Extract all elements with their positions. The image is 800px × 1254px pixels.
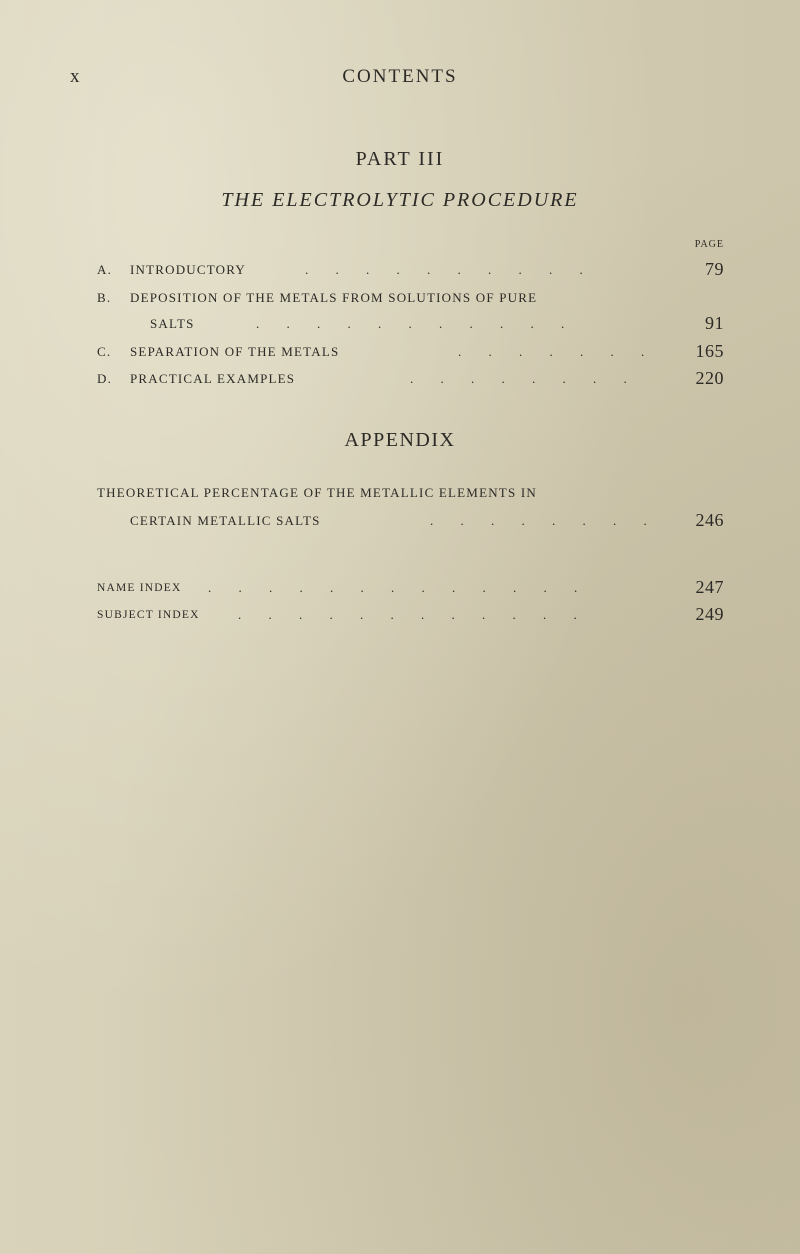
entry-title: SEPARATION OF THE METALS	[130, 344, 340, 359]
toc-entry-b-continuation	[0, 313, 800, 335]
toc-entry-c	[0, 341, 800, 363]
entry-title: THEORETICAL PERCENTAGE OF THE METALLIC ELEMENTS IN	[97, 485, 537, 500]
appendix-heading: APPENDIX	[344, 429, 456, 451]
entry-page-number: 220	[695, 368, 724, 388]
part-heading: PART III	[355, 148, 445, 170]
dot-leaders: . . . . . . .	[458, 344, 657, 359]
entry-letter: B.	[97, 290, 112, 305]
entry-title: NAME INDEX	[97, 582, 182, 594]
page-folio: x	[70, 66, 81, 87]
dot-leaders: . . . . . . . .	[410, 371, 639, 386]
dot-leaders: . . . . . . . . . . .	[256, 316, 577, 331]
toc-entry-b	[0, 287, 800, 309]
appendix-entry	[0, 482, 800, 504]
name-index-entry	[0, 577, 800, 599]
entry-letter: D.	[97, 371, 113, 386]
entry-title: DEPOSITION OF THE METALS FROM SOLUTIONS OF PURE	[130, 290, 538, 305]
dot-leaders: . . . . . . . . . . . .	[238, 607, 589, 622]
entry-letter: C.	[97, 344, 112, 359]
entry-page-number: 79	[705, 259, 724, 279]
entry-page-number: 246	[695, 510, 724, 530]
entry-page-number: 165	[695, 341, 724, 361]
entry-title-continuation: CERTAIN METALLIC SALTS	[130, 513, 321, 528]
entry-page-number: 247	[695, 577, 724, 597]
page-column-label: PAGE	[694, 239, 724, 250]
part-subtitle: THE ELECTROLYTIC PROCEDURE	[221, 189, 579, 211]
entry-title-continuation: SALTS	[150, 316, 195, 331]
toc-entry-d	[0, 368, 800, 390]
toc-entry-a	[0, 259, 800, 281]
dot-leaders: . . . . . . . .	[430, 513, 659, 528]
entry-title: PRACTICAL EXAMPLES	[130, 371, 296, 386]
running-title: CONTENTS	[342, 66, 458, 87]
running-head	[70, 66, 730, 90]
entry-letter: A.	[97, 262, 113, 277]
subject-index-entry	[0, 604, 800, 626]
appendix-entry-continuation	[0, 510, 800, 532]
entry-title: INTRODUCTORY	[130, 262, 247, 277]
dot-leaders: . . . . . . . . . . . . .	[208, 580, 590, 595]
entry-page-number: 249	[695, 604, 724, 624]
dot-leaders: . . . . . . . . . .	[305, 262, 595, 277]
entry-title: SUBJECT INDEX	[97, 609, 200, 621]
entry-page-number: 91	[705, 313, 724, 333]
